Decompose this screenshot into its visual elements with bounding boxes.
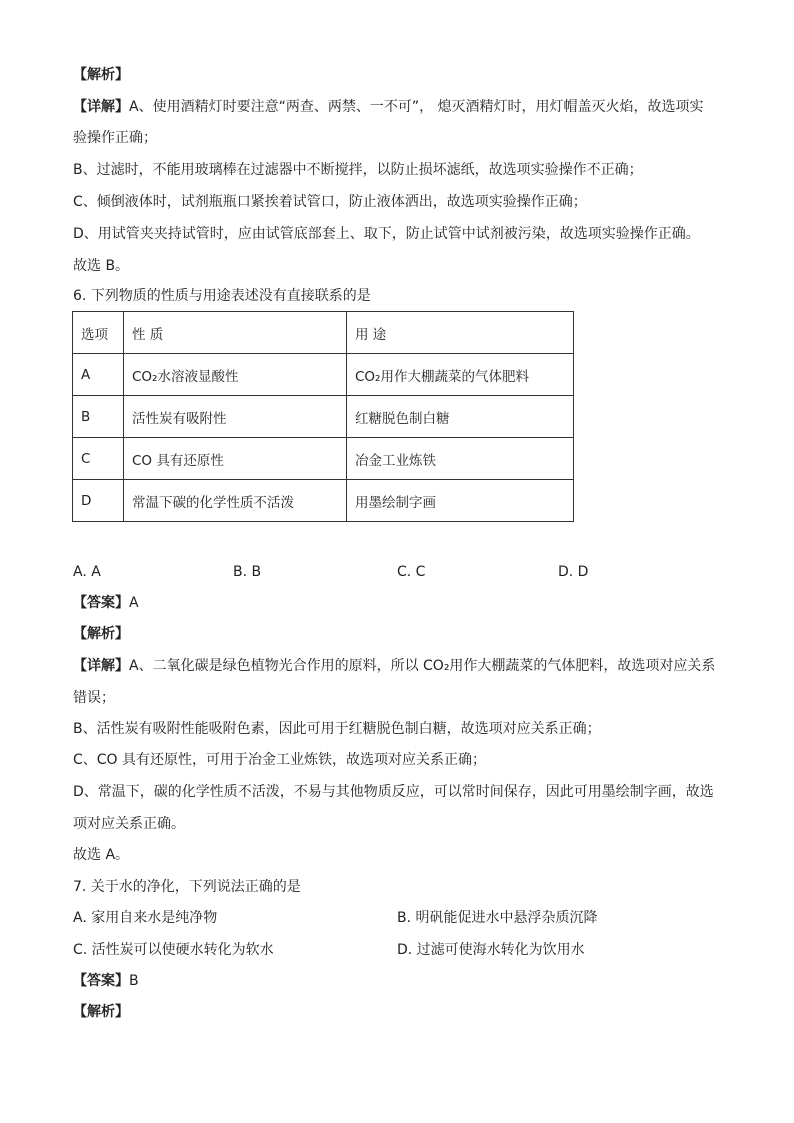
q7-answer-label: 【答案】 — [73, 973, 129, 989]
q7-stem: 7. 关于水的净化，下列说法正确的是 — [73, 879, 301, 895]
table-cell: CO 具有还原性 — [124, 438, 347, 480]
q5-detail-line1 — [73, 97, 704, 117]
table-header-cell: 选项 — [73, 312, 124, 354]
q6-detail-d-line2: 项对应关系正确。 — [73, 816, 185, 832]
q7-answer: B — [129, 973, 139, 989]
q7-choice-a: A. 家用自来水是纯净物 — [73, 910, 218, 926]
q6-answer: A — [129, 595, 139, 611]
q7-answer-line — [73, 971, 139, 991]
table-cell: 冶金工业炼铁 — [347, 438, 574, 480]
q7-choice-b: B. 明矾能促进水中悬浮杂质沉降 — [397, 910, 598, 926]
table-row — [73, 354, 574, 396]
table-cell: 红糖脱色制白糖 — [347, 396, 574, 438]
q7-choice-c: C. 活性炭可以使硬水转化为软水 — [73, 942, 274, 958]
table-cell: A — [73, 354, 124, 396]
table-cell: 活性炭有吸附性 — [124, 396, 347, 438]
q6-options-table — [72, 311, 574, 522]
table-cell: 用墨绘制字画 — [347, 480, 574, 522]
table-row — [73, 480, 574, 522]
q6-detail-b: B、活性炭有吸附性能吸附色素，因此可用于红糖脱色制白糖，故选项对应关系正确； — [73, 721, 601, 737]
table-cell: C — [73, 438, 124, 480]
table-header-row — [73, 312, 574, 354]
q5-detail-c: C、倾倒液体时，试剂瓶瓶口紧挨着试管口，防止液体洒出，故选项实验操作正确； — [73, 194, 587, 210]
table-header-cell: 用 途 — [347, 312, 574, 354]
q6-choice-a: A. A — [73, 564, 101, 580]
table-cell: 常温下碳的化学性质不活泼 — [124, 480, 347, 522]
q6-stem: 6. 下列物质的性质与用途表述没有直接联系的是 — [73, 288, 371, 304]
q6-choice-c: C. C — [397, 564, 426, 580]
table-cell: CO₂用作大棚蔬菜的气体肥料 — [347, 354, 574, 396]
q5-detail-d: D、用试管夹夹持试管时，应由试管底部套上、取下，防止试管中试剂被污染，故选项实验操作正确。 — [73, 226, 700, 242]
table-cell: CO₂水溶液显酸性 — [124, 354, 347, 396]
table-cell: D — [73, 480, 124, 522]
table-header-cell: 性 质 — [124, 312, 347, 354]
q6-detail-d-line1: D、常温下，碳的化学性质不活泼，不易与其他物质反应，可以常时间保存，因此可用墨绘制字画，故选 — [73, 784, 714, 800]
q6-answer-line — [73, 593, 139, 613]
q5-detail-label: 【详解】 — [73, 99, 129, 115]
q6-choice-d: D. D — [558, 564, 589, 580]
table-cell: B — [73, 396, 124, 438]
q6-analysis-label: 【解析】 — [73, 626, 129, 642]
q7-choice-d: D. 过滤可使海水转化为饮用水 — [397, 942, 585, 958]
q5-analysis-label: 【解析】 — [73, 67, 129, 83]
table-row — [73, 396, 574, 438]
q5-detail-line2: 验操作正确； — [73, 130, 157, 146]
q6-detail-c: C、CO 具有还原性，可用于冶金工业炼铁，故选项对应关系正确； — [73, 752, 487, 768]
q6-choice-b: B. B — [233, 564, 262, 580]
q6-conclusion: 故选 A。 — [73, 847, 130, 863]
table-row — [73, 438, 574, 480]
q6-detail-a-line1 — [73, 656, 715, 676]
q5-conclusion: 故选 B。 — [73, 258, 130, 274]
q6-answer-label: 【答案】 — [73, 595, 129, 611]
q6-detail-a-text: A、二氧化碳是绿色植物光合作用的原料，所以 CO₂用作大棚蔬菜的气体肥料，故选项对应关系 — [129, 658, 716, 674]
q5-detail-b: B、过滤时，不能用玻璃棒在过滤器中不断搅拌，以防止损坏滤纸，故选项实验操作不正确； — [73, 162, 643, 178]
q6-detail-a-line2: 错误； — [73, 690, 115, 706]
q7-analysis-label: 【解析】 — [73, 1004, 129, 1020]
q6-detail-label: 【详解】 — [73, 658, 129, 674]
q5-detail-text: A、使用酒精灯时要注意“两查、两禁、一不可”， 熄灭酒精灯时，用灯帽盖灭火焰，故选项实 — [129, 99, 704, 115]
